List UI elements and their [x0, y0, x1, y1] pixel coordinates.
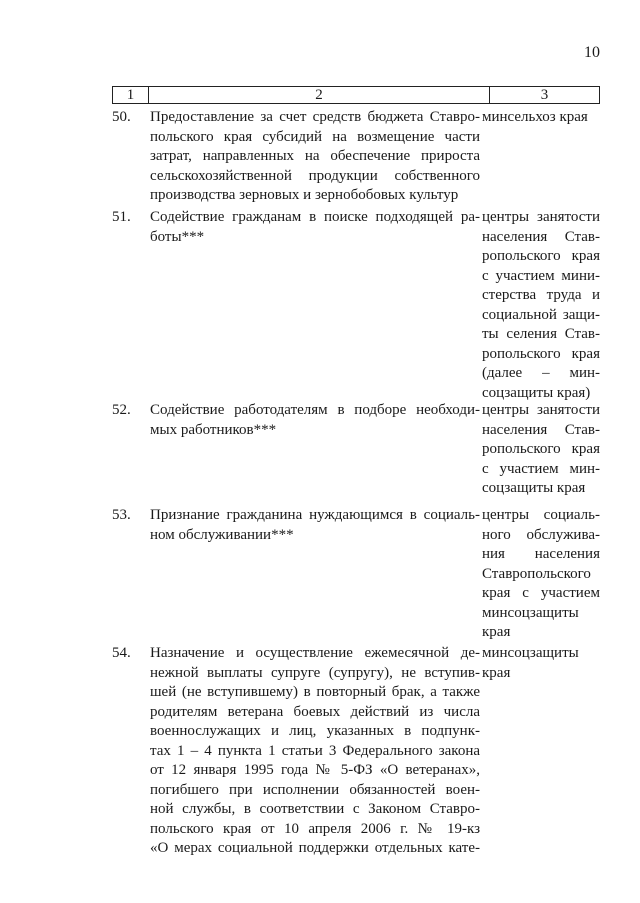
desc-line: Предоставление за счет средств бюджета Ставро- — [150, 109, 480, 125]
row-responsible — [482, 108, 600, 128]
desc-line: шей (не вступившему) в повторный брак, а также — [150, 684, 480, 700]
desc-line: польского края субсидий на возмещение части — [150, 128, 480, 145]
row-responsible — [482, 644, 600, 683]
row-number: 54. — [112, 645, 131, 661]
page-number: 10 — [584, 44, 600, 61]
desc-line: погибшего при исполнении обязанностей воен- — [150, 781, 480, 798]
resp-line: центры социаль- — [482, 507, 600, 523]
row-number: 51. — [112, 209, 131, 225]
resp-line: Ставропольского — [482, 565, 591, 582]
resp-line: стерства труда и — [482, 287, 600, 303]
row-number: 52. — [112, 402, 131, 418]
resp-line: ты селения Став- — [482, 326, 600, 342]
row-responsible — [482, 506, 600, 643]
desc-line: нежной выплаты супруге (супругу), не вступив- — [150, 664, 480, 681]
resp-line: ропольского края — [482, 345, 600, 362]
desc-line: боты*** — [150, 228, 205, 245]
desc-line: от 12 января 1995 года № 5-ФЗ «О ветеранах», — [150, 762, 480, 778]
resp-line: населения Став- — [482, 228, 600, 245]
resp-line: центры занятости — [482, 209, 600, 225]
desc-line: мых работников*** — [150, 421, 277, 438]
desc-line: производства зерновых и зернобобовых культур — [150, 187, 459, 203]
resp-line: с участием мин- — [482, 460, 600, 477]
desc-line: Признание гражданина нуждающимся в социаль- — [150, 507, 480, 523]
resp-line: центры занятости — [482, 402, 600, 418]
desc-line: ном обслуживании*** — [150, 526, 294, 543]
row-description — [150, 506, 480, 545]
header-col-3: 3 — [540, 87, 549, 103]
resp-line: ния населения — [482, 546, 600, 562]
row-responsible — [482, 401, 600, 499]
resp-line: края — [482, 624, 511, 640]
resp-line: (далее – мин- — [482, 365, 600, 381]
header-col-2: 2 — [149, 87, 490, 103]
desc-line: «О мерах социальной поддержки отдельных кате- — [150, 840, 480, 856]
desc-line: тах 1 – 4 пункта 1 статьи 3 Федерального закона — [150, 742, 480, 759]
row-description — [150, 208, 480, 247]
row-responsible — [482, 208, 600, 403]
row-number: 53. — [112, 507, 131, 523]
desc-line: затрат, направленных на обеспечение прироста — [150, 148, 480, 164]
desc-line: родителям ветерана боевых действий из числа — [150, 703, 480, 720]
resp-line: соцзащиты края — [482, 480, 586, 496]
resp-line: социальной защи- — [482, 306, 600, 323]
resp-line: минсоцзащиты — [482, 645, 579, 661]
desc-line: Содействие гражданам в поиске подходящей ра- — [150, 209, 480, 225]
resp-line: края — [482, 664, 511, 681]
table-header-row — [112, 86, 600, 104]
desc-line: Содействие работодателям в подборе необходи- — [150, 402, 480, 418]
resp-line: соцзащиты края) — [482, 384, 591, 401]
resp-line: края с участием — [482, 585, 600, 601]
header-col-1: 1 — [113, 87, 149, 103]
row-description — [150, 401, 480, 440]
desc-line: Назначение и осуществление ежемесячной де- — [150, 645, 480, 661]
resp-line: ропольского края — [482, 248, 600, 264]
row-description — [150, 644, 480, 859]
desc-line: сельскохозяйственной продукции собственного — [150, 167, 480, 184]
resp-line: минсельхоз края — [482, 109, 588, 125]
resp-line: минсоцзащиты — [482, 604, 579, 621]
desc-line: военнослужащих и лиц, указанных в подпунк- — [150, 723, 480, 739]
row-number: 50. — [112, 109, 131, 125]
resp-line: с участием мини- — [482, 267, 600, 284]
desc-line: польского края от 10 апреля 2006 г. № 19-кз — [150, 820, 480, 837]
desc-line: ной службы, в соответствии с Законом Ставро- — [150, 801, 480, 817]
resp-line: ного обслужива- — [482, 526, 600, 543]
resp-line: ропольского края — [482, 441, 600, 457]
resp-line: населения Став- — [482, 421, 600, 438]
row-description — [150, 108, 480, 206]
